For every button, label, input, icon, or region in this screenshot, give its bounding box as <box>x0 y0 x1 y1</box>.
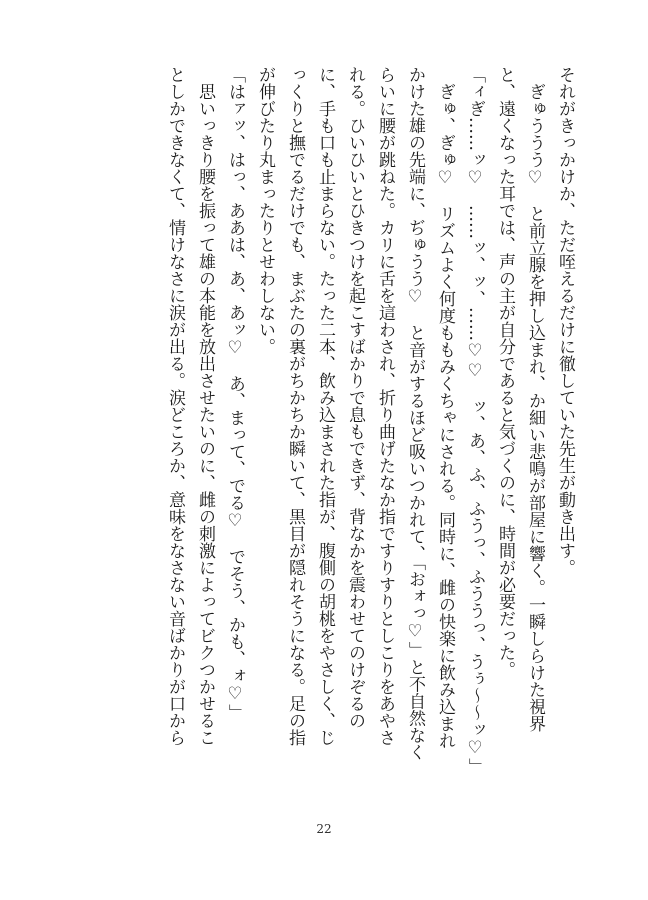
text-line: ぎゅううう♡ と前立腺を押し込まれ、か細い悲鳴が部屋に響く。一瞬しらけた視界 <box>525 66 545 732</box>
text-line: が伸びたり丸まったりとせわしない。 <box>255 66 275 355</box>
text-line: れる。ひいひいとひきつけを起こすばかりで息もできず、背なかを震わせてのけぞるの <box>345 66 365 729</box>
text-line: それがきっかけか、ただ咥えるだけに徹していた先生が動き出す。 <box>555 66 575 576</box>
text-line: らいに腰が跳ねた。カリに舌を這わされ、折り曲げたなか指ですりすりとしこりをあやさ <box>375 66 395 746</box>
vertical-text-body <box>60 66 580 806</box>
text-line: かけた雄の先端に、ぢゅうう♡ と音がするほど吸いつかれて、「おォっ♡」と不自然なく <box>405 66 425 761</box>
text-line: 「ィぎ……ッ♡ ……ッ、ッ、……♡♡ ッ、あ、ふ、ふうっ、ふううっ、うぅ〜〜ッ♡」 <box>465 66 485 775</box>
text-line: ぎゅ、ぎゅ♡ リズムよく何度ももみくちゃにされる。同時に、雌の快楽に飲み込まれ <box>435 66 455 749</box>
text-line: に、手も口も止まらない。たった二本、飲み込まされた指が、腹側の胡桃をやさしく、じ <box>315 66 335 746</box>
text-line: 思いっきり腰を振って雄の本能を放出させたいのに、雌の刺激によってビクつかせるこ <box>195 66 215 746</box>
page-number: 22 <box>316 822 332 836</box>
text-line: としかできなくて、情けなさに涙が出る。涙どころか、意味をなさない音ばかりが口から <box>165 66 185 746</box>
text-line: っくりと撫でるだけでも、まぶたの裏がちかちか瞬いて、黒目が隠れそうになる。足の指 <box>285 66 305 746</box>
text-line: 「はァッ、はっ、ああは、あ、あッ♡ あ、まって、でる♡ でそう、かも、ォ♡」 <box>225 66 245 721</box>
text-line: と、遠くなった耳では、声の主が自分であると気づくのに、時間が必要だった。 <box>495 66 515 678</box>
